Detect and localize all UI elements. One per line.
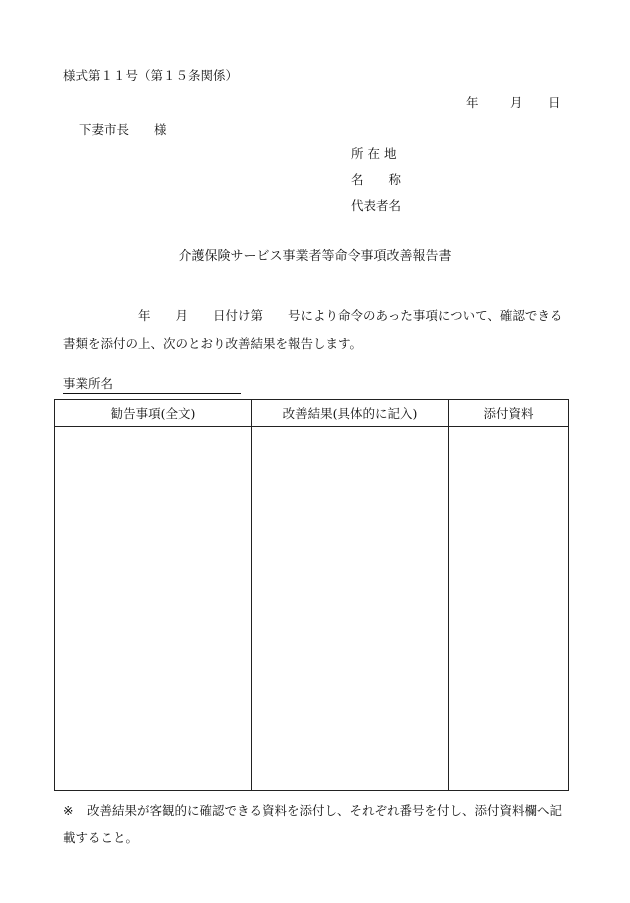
table-row xyxy=(55,427,569,791)
document-title: 介護保険サービス事業者等命令事項改善報告書 xyxy=(178,249,452,264)
date-year-label: 年 xyxy=(466,95,479,110)
addressee: 下妻市長 様 xyxy=(79,122,167,137)
header-recommendation: 勧告事項(全文) xyxy=(55,400,252,427)
note-text: 改善結果が客観的に確認できる資料を添付し、それぞれ番号を付し、添付資料欄へ記載すること。 xyxy=(63,803,563,845)
cell-recommendation[interactable] xyxy=(55,427,252,791)
header-improvement-result: 改善結果(具体的に記入) xyxy=(252,400,449,427)
report-table xyxy=(54,399,569,791)
office-name-label: 事業所名 xyxy=(63,378,241,394)
date-line xyxy=(466,97,561,110)
table-header-row xyxy=(55,400,569,427)
form-number: 様式第１１号（第１５条関係） xyxy=(63,68,239,83)
body-paragraph: 年 月 日付け第 号により命令のあった事項について、確認できる書類を添付の上、次のとおり改善結果を報告します。 xyxy=(63,308,563,351)
office-name-line xyxy=(63,378,241,394)
cell-improvement-result[interactable] xyxy=(252,427,449,791)
cell-attachments[interactable] xyxy=(449,427,569,791)
date-month-label: 月 xyxy=(510,95,523,110)
name-label: 名 称 xyxy=(351,172,402,187)
header-attachments: 添付資料 xyxy=(449,400,569,427)
representative-label: 代表者名 xyxy=(351,198,402,213)
note-mark: ※ xyxy=(63,803,74,818)
sender-block xyxy=(351,148,401,226)
address-label: 所 在 地 xyxy=(351,146,397,161)
date-day-label: 日 xyxy=(548,95,561,110)
footnote xyxy=(63,797,573,851)
